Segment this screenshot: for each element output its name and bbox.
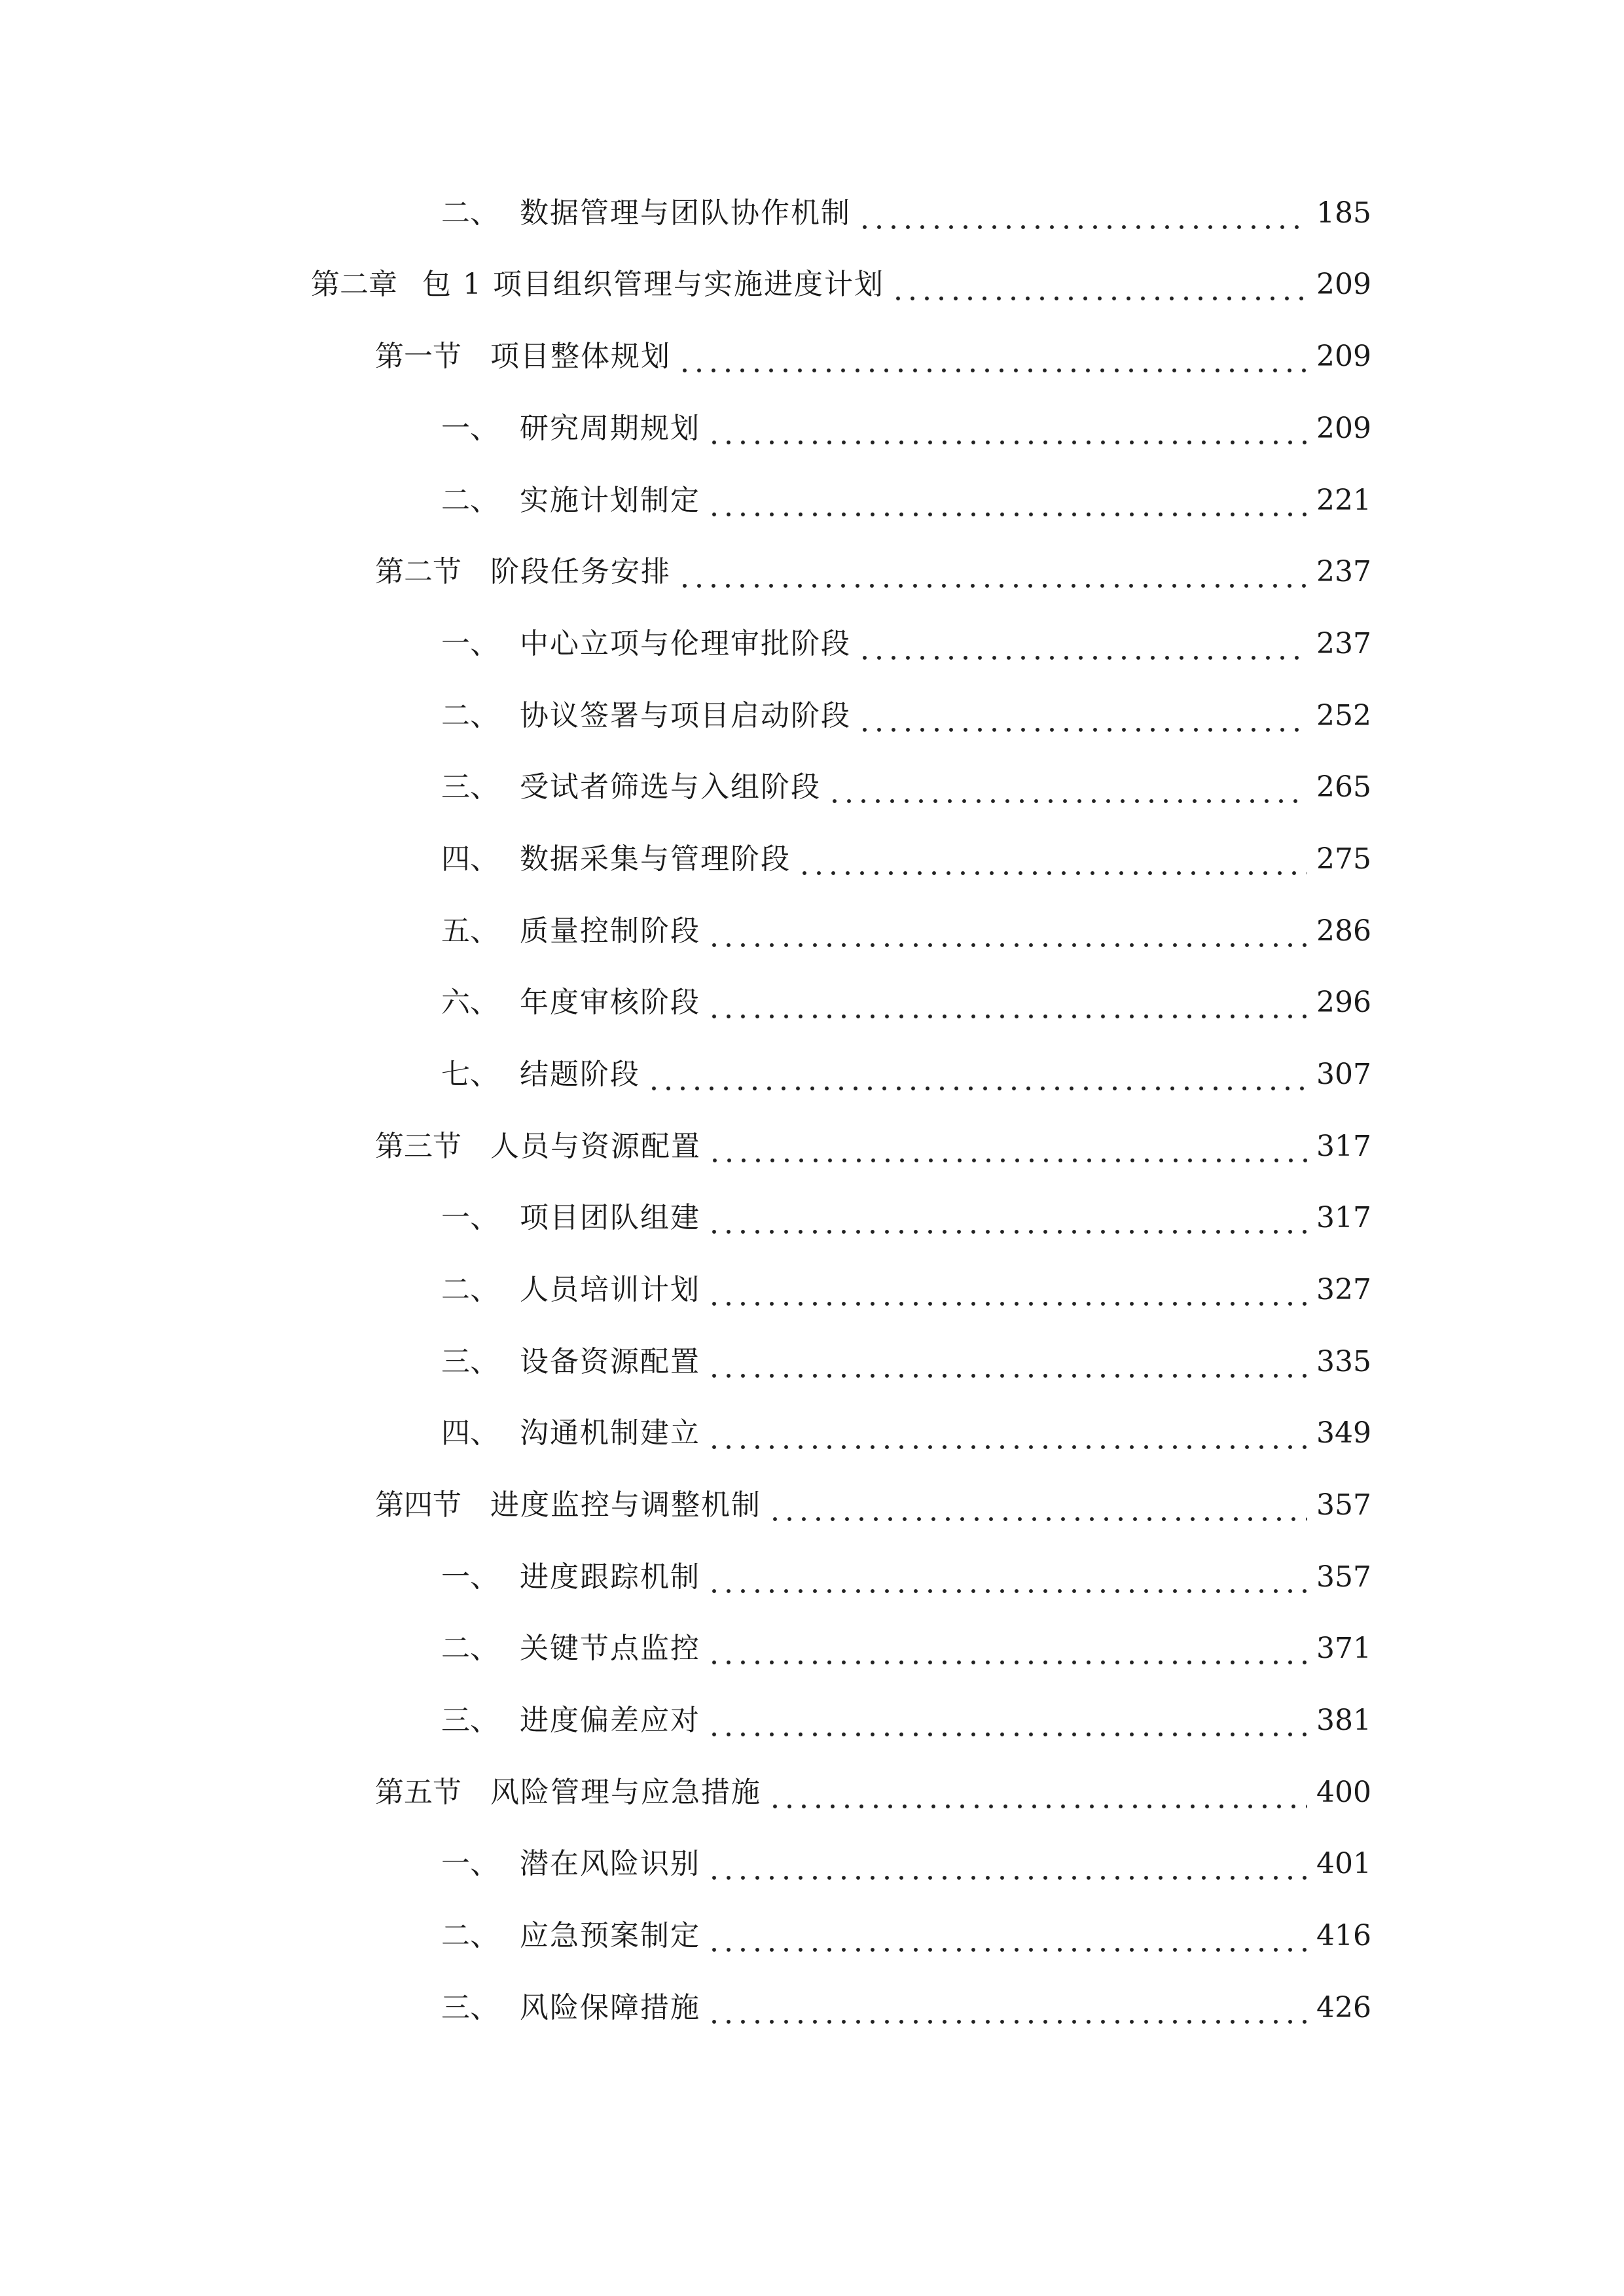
toc-entry-title: 进度监控与调整机制 [490, 1488, 761, 1522]
toc-entry-number: 二、 [441, 699, 499, 732]
dot-leader [707, 1910, 1307, 1962]
toc-entry-number: 一、 [441, 1560, 499, 1594]
toc-entry-title: 人员与资源配置 [490, 1130, 701, 1163]
toc-entry-number: 二、 [441, 196, 499, 230]
dot-leader [891, 259, 1307, 311]
toc-entry-title: 沟通机制建立 [520, 1416, 700, 1450]
toc-entry[interactable] [441, 187, 1371, 240]
toc-entry[interactable] [441, 403, 1371, 455]
dot-leader [857, 618, 1307, 670]
toc-entry[interactable] [441, 1623, 1371, 1675]
toc-entry-page: 275 [1316, 842, 1371, 876]
toc-entry-page: 357 [1316, 1560, 1371, 1594]
toc-entry-title: 协议签署与项目启动阶段 [520, 699, 851, 732]
toc-entry-title: 项目整体规划 [490, 340, 671, 373]
toc-entry-number: 二、 [441, 1919, 499, 1952]
toc-entry-title: 人员培训计划 [520, 1273, 700, 1306]
toc-entry[interactable] [441, 1407, 1371, 1460]
toc-entry[interactable] [441, 977, 1371, 1029]
toc-entry[interactable] [375, 331, 1371, 383]
toc-entry-page: 209 [1316, 340, 1371, 373]
toc-entry-page: 317 [1316, 1130, 1371, 1163]
toc-entry-number: 四、 [441, 842, 499, 876]
toc-entry-number: 三、 [441, 1345, 499, 1378]
dot-leader [707, 1192, 1307, 1244]
dot-leader [707, 905, 1307, 958]
toc-entry-title: 质量控制阶段 [520, 914, 700, 948]
toc-entry-title: 进度偏差应对 [520, 1704, 700, 1737]
toc-entry[interactable] [441, 1838, 1371, 1890]
toc-entry-number: 第四节 [375, 1488, 461, 1522]
toc-entry-title: 关键节点监控 [520, 1632, 700, 1665]
toc-entry-page: 349 [1316, 1416, 1371, 1450]
toc-entry[interactable] [441, 690, 1371, 742]
toc-entry-page: 209 [1316, 412, 1371, 445]
toc-entry-number: 一、 [441, 1847, 499, 1880]
toc-entry[interactable] [441, 1049, 1371, 1101]
toc-entry-page: 307 [1316, 1058, 1371, 1091]
dot-leader [827, 761, 1307, 814]
toc-entry-page: 252 [1316, 699, 1371, 732]
toc-entry[interactable] [441, 1695, 1371, 1747]
toc-entry-page: 335 [1316, 1345, 1371, 1378]
toc-entry-number: 第二节 [375, 555, 461, 588]
toc-entry-title: 研究周期规划 [520, 412, 700, 445]
toc-entry-page: 371 [1316, 1632, 1371, 1665]
toc-entry-page: 209 [1316, 268, 1371, 301]
toc-entry-number: 一、 [441, 412, 499, 445]
dot-leader [797, 833, 1307, 886]
dot-leader [707, 1838, 1307, 1890]
toc-entry-page: 185 [1316, 196, 1371, 230]
toc-entry[interactable] [441, 905, 1371, 958]
toc-entry-title: 设备资源配置 [520, 1345, 700, 1378]
dot-leader [707, 1695, 1307, 1747]
dot-leader [707, 977, 1307, 1029]
toc-entry[interactable] [375, 1767, 1371, 1819]
toc-entry-number: 五、 [441, 914, 499, 948]
toc-entry-title: 包 1 项目组织管理与实施进度计划 [422, 268, 884, 301]
toc-entry-page: 237 [1316, 627, 1371, 660]
toc-entry-page: 357 [1316, 1488, 1371, 1522]
toc-entry-number: 第三节 [375, 1130, 461, 1163]
toc-entry[interactable] [441, 1910, 1371, 1962]
toc-entry[interactable] [441, 761, 1371, 814]
dot-leader [677, 546, 1307, 598]
toc-entry[interactable] [375, 1121, 1371, 1173]
toc-entry-number: 第五节 [375, 1776, 461, 1809]
toc-entry-page: 317 [1316, 1201, 1371, 1234]
toc-entry[interactable] [441, 1551, 1371, 1604]
toc-entry[interactable] [375, 1479, 1371, 1532]
dot-leader [707, 403, 1307, 455]
toc-entry[interactable] [441, 475, 1371, 527]
dot-leader [707, 1407, 1307, 1460]
toc-entry-title: 进度跟踪机制 [520, 1560, 700, 1594]
toc-entry[interactable] [441, 1192, 1371, 1244]
dot-leader [857, 187, 1307, 240]
toc-entry-number: 三、 [441, 1991, 499, 2024]
toc-entry-number: 二、 [441, 1273, 499, 1306]
toc-entry-number: 一、 [441, 627, 499, 660]
toc-entry-number: 二、 [441, 484, 499, 517]
dot-leader [707, 1982, 1307, 2034]
toc-entry-number: 三、 [441, 770, 499, 804]
toc-entry-page: 296 [1316, 986, 1371, 1019]
toc-entry-number: 一、 [441, 1201, 499, 1234]
toc-entry-title: 阶段任务安排 [490, 555, 671, 588]
toc-entry-page: 327 [1316, 1273, 1371, 1306]
toc-entry-title: 受试者筛选与入组阶段 [520, 770, 821, 804]
dot-leader [768, 1767, 1307, 1819]
toc-entry[interactable] [441, 1264, 1371, 1316]
toc-entry-title: 数据管理与团队协作机制 [520, 196, 851, 230]
toc-entry-page: 286 [1316, 914, 1371, 948]
toc-entry-title: 中心立项与伦理审批阶段 [520, 627, 851, 660]
toc-entry-number: 第一节 [375, 340, 461, 373]
toc-entry-title: 数据采集与管理阶段 [520, 842, 791, 876]
dot-leader [708, 1121, 1307, 1173]
toc-entry-number: 第二章 [311, 268, 397, 301]
toc-entry-page: 416 [1316, 1919, 1371, 1952]
dot-leader [707, 1551, 1307, 1604]
toc-entry-number: 三、 [441, 1704, 499, 1737]
dot-leader [707, 1336, 1307, 1388]
toc-entry-title: 项目团队组建 [520, 1201, 700, 1234]
toc-entry-title: 风险管理与应急措施 [490, 1776, 761, 1809]
toc-entry-number: 七、 [441, 1058, 499, 1091]
toc-entry-number: 六、 [441, 986, 499, 1019]
toc-entry[interactable] [441, 1982, 1371, 2034]
dot-leader [768, 1479, 1307, 1532]
toc-entry[interactable] [441, 833, 1371, 886]
toc-entry-page: 265 [1316, 770, 1371, 804]
dot-leader [857, 690, 1307, 742]
dot-leader [707, 1264, 1307, 1316]
toc-entry-title: 结题阶段 [520, 1058, 640, 1091]
toc-entry-title: 潜在风险识别 [520, 1847, 700, 1880]
toc-entry-number: 四、 [441, 1416, 499, 1450]
dot-leader [647, 1049, 1307, 1101]
toc-entry-title: 年度审核阶段 [520, 986, 700, 1019]
toc-entry-title: 应急预案制定 [520, 1919, 700, 1952]
toc-entry[interactable] [311, 259, 1371, 311]
toc-entry[interactable] [441, 618, 1371, 670]
toc-entry-title: 风险保障措施 [520, 1991, 700, 2024]
dot-leader [677, 331, 1307, 383]
toc-entry-page: 237 [1316, 555, 1371, 588]
toc-entry[interactable] [441, 1336, 1371, 1388]
toc-entry-page: 426 [1316, 1991, 1371, 2024]
toc-entry-number: 二、 [441, 1632, 499, 1665]
dot-leader [707, 1623, 1307, 1675]
toc-entry-page: 400 [1316, 1776, 1371, 1809]
toc-entry-page: 401 [1316, 1847, 1371, 1880]
toc-entry[interactable] [375, 546, 1371, 598]
toc-entry-page: 381 [1316, 1704, 1371, 1737]
toc-entry-page: 221 [1316, 484, 1371, 517]
dot-leader [707, 475, 1307, 527]
toc-entry-title: 实施计划制定 [520, 484, 700, 517]
